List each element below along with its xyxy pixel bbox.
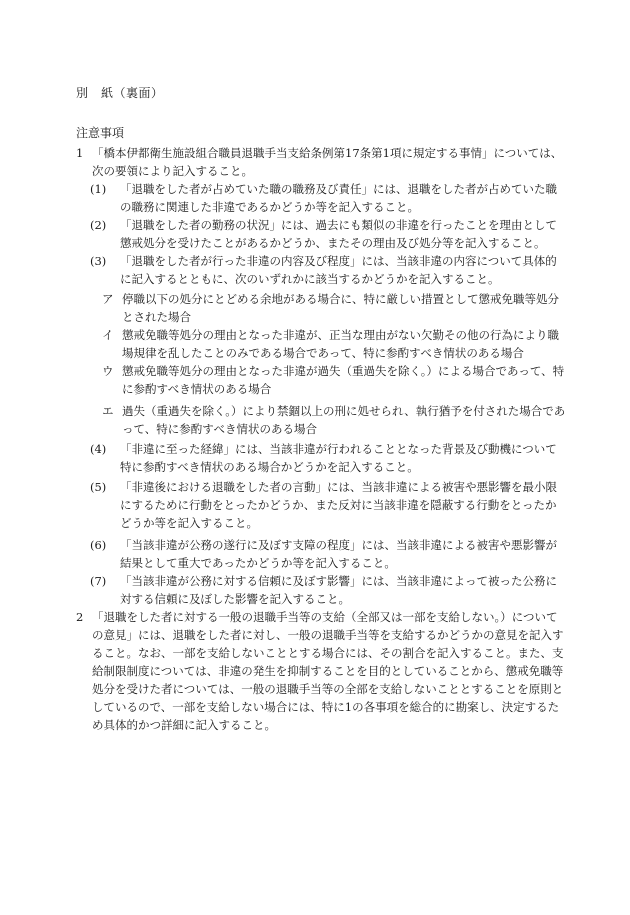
note-item-1-1 [90, 180, 564, 216]
note-item-2 [76, 608, 568, 734]
item-number: 1 [76, 146, 84, 160]
item-text: 停職以下の処分にとどめる余地がある場合に、特に厳しい措置として懲戒免職等処分とされた場合 [122, 292, 559, 324]
note-item-1-3 [90, 252, 564, 288]
note-item-1-3-u [102, 362, 566, 398]
item-number: (2) [90, 218, 107, 232]
item-text: 「退職をした者に対する一般の退職手当等の支給（全部又は一部を支給しない。）についての意見」には、退職をした者に対し、一般の退職手当等を支給するかどうかの意見を記入すること。なお、一部を支給しないこととする場合には、その割合を記入すること。また、支給制限制度については、非違の発生を抑制することを目的としていることから、懲戒免職等処分を受けた者については、一般の退職手当等の全部を支給しないこととすることを原則としているので、一部を支給しない場合には、特に1の各事項を総合的に勘案し、決定するため具体的かつ詳細に記入すること。 [92, 610, 564, 732]
item-text: 「非違に至った経緯」には、当該非違が行われることとなった背景及び動機について特に参酌すべき情状のある場合かどうかを記入すること。 [120, 442, 557, 474]
item-text: 懲戒免職等処分の理由となった非違が過失（重過失を除く。）による場合であって、特に参酌すべき情状のある場合 [122, 364, 565, 396]
note-item-1-3-a [102, 290, 564, 326]
item-number: 2 [76, 610, 84, 624]
item-number: (3) [90, 254, 107, 268]
item-text: 「当該非違が公務に対する信頼に及ぼす影響」には、当該非違によって被った公務に対する信頼に及ぼした影響を記入すること。 [120, 574, 557, 606]
note-item-1-5 [90, 478, 564, 532]
item-number: (1) [90, 182, 107, 196]
item-number: (6) [90, 538, 107, 552]
item-text: 「非違後における退職をした者の言動」には、当該非違による被害や悪影響を最小限にするために行動をとったかどうか、また反対に当該非違を隠蔽する行動をとったかどうか等を記入すること。 [120, 480, 557, 530]
note-item-1-3-e [102, 402, 566, 438]
item-number: ア [102, 292, 114, 306]
item-number: (4) [90, 442, 107, 456]
item-text: 「退職をした者が行った非違の内容及び程度」には、当該非違の内容について具体的に記入するとともに、次のいずれかに該当するかどうかを記入すること。 [120, 254, 557, 286]
note-item-1-4 [90, 440, 564, 476]
item-number: (7) [90, 574, 107, 588]
item-number: ウ [102, 364, 114, 378]
item-text: 「退職をした者の勤務の状況」には、過去にも類似の非違を行ったことを理由として懲戒処分を受けたことがあるかどうか、またその理由及び処分等を記入すること。 [120, 218, 557, 250]
item-text: 過失（重過失を除く。）により禁錮以上の刑に処せられ、執行猶予を付された場合であって、特に参酌すべき情状のある場合 [122, 404, 566, 436]
note-item-1-2 [90, 216, 564, 252]
item-number: イ [102, 328, 114, 342]
item-text: 懲戒免職等処分の理由となった非違が、正当な理由がない欠勤その他の行為により職場規律を乱したことのみである場合であって、特に参酌すべき情状のある場合 [122, 328, 559, 360]
notes-title: 注意事項 [76, 126, 125, 140]
note-item-1-7 [90, 572, 564, 608]
note-item-1-3-i [102, 326, 566, 362]
item-text: 「当該非違が公務の遂行に及ぼす支障の程度」には、当該非違による被害や悪影響が結果として重大であったかどうか等を記入すること。 [120, 538, 557, 570]
note-item-1-6 [90, 536, 564, 572]
note-item-1 [76, 144, 568, 180]
attachment-header: 別 紙（裏面） [76, 86, 164, 100]
item-text: 「橋本伊都衛生施設組合職員退職手当支給条例第17条第1項に規定する事情」については、次の要領により記入すること。 [92, 146, 563, 178]
item-number: エ [102, 404, 114, 418]
item-text: 「退職をした者が占めていた職の職務及び責任」には、退職をした者が占めていた職の職務に関連した非違であるかどうか等を記入すること。 [120, 182, 557, 214]
item-number: (5) [90, 480, 107, 494]
